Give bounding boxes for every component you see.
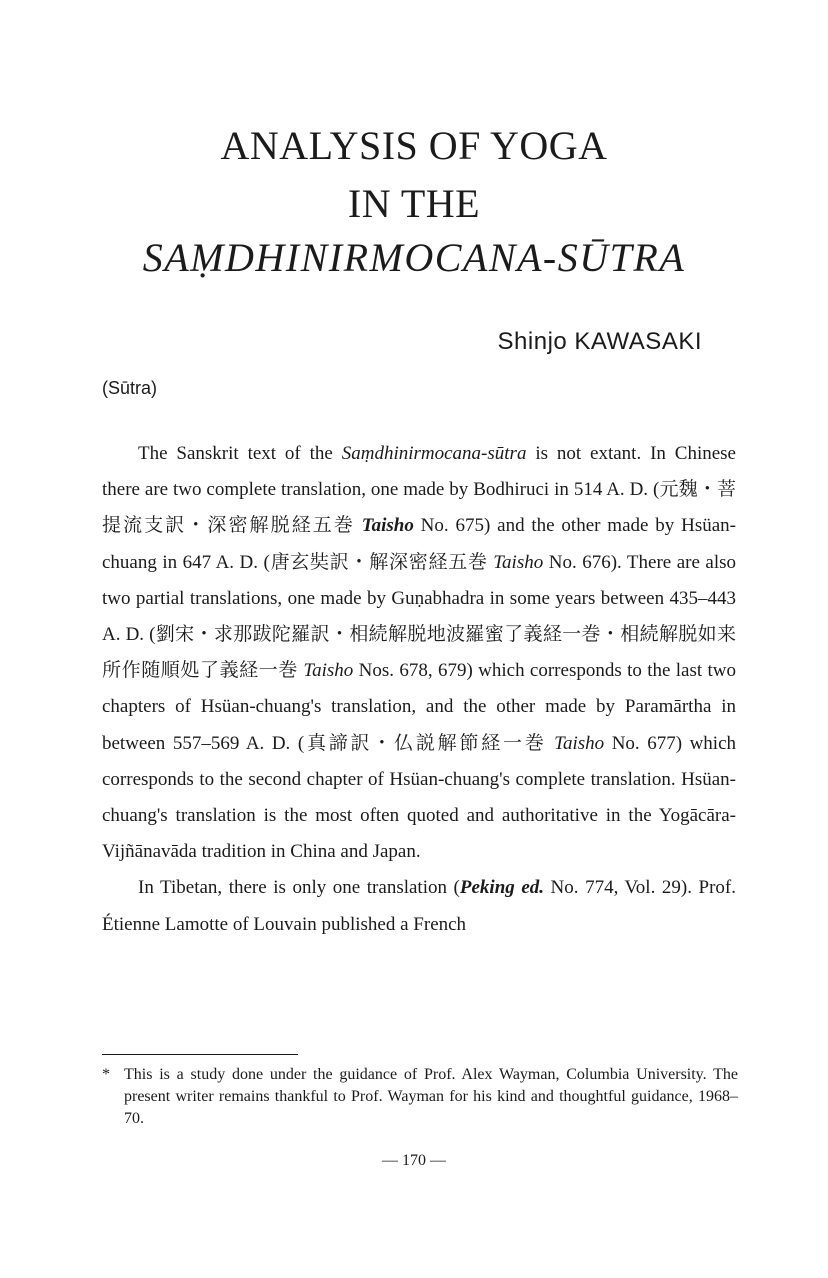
footnote (102, 1064, 738, 1130)
p1-taisho-2: Taisho (493, 551, 544, 573)
p1-taisho-4: Taisho (554, 732, 605, 754)
paragraph-1 (102, 436, 736, 870)
p1-sutra-title: Saṃdhinirmocana-sūtra (341, 443, 527, 464)
footnote-text: This is a study done under the guidance of Prof. Alex Wayman, Columbia University. The present writer remains thankful to Prof. Wayman for his kind and thoughtful guidance, 1968–70. (124, 1066, 738, 1127)
footnote-divider (102, 1054, 298, 1055)
footnote-mark: * (102, 1066, 110, 1083)
p1-text-1: The Sanskrit text of the (138, 443, 342, 464)
title-line-3: SAṂDHINIRMOCANA-SŪTRA (142, 235, 686, 280)
title-line-1: ANALYSIS OF YOGA (220, 123, 608, 168)
p2-peking-ed: Peking ed. (459, 877, 544, 899)
p1-taisho-3: Taisho (303, 660, 354, 682)
p2-text-2: No. 774, Vol. 29). Prof. Étienne Lamotte of Louvain published a French (102, 877, 736, 935)
p1-text-6: No. 677) which corresponds to the second chapter of Hsüan-chuang's complete translation. Hsüan-chuang's translation is the most often quoted and authoritative in the Yogācāra-Vijñānavāda tradition in China and Japan. (102, 732, 736, 863)
author-name: Shinjo KAWASAKI (497, 328, 702, 355)
body-text (102, 436, 736, 943)
page-number: — 170 — (382, 1152, 446, 1169)
p2-text-1: In Tibetan, there is only one translation ( (138, 877, 460, 899)
paragraph-2 (102, 870, 736, 942)
title-line-2: IN THE (347, 181, 481, 226)
p1-text-2: is not extant. In Chinese there are two complete translation, one made by Bodhiruci in 514 A. D. (元魏・菩提流支訳・深密解脱経五巻 (102, 443, 736, 537)
p1-taisho-1: Taisho (361, 515, 414, 537)
p1-text-3: No. 675) and the other made by Hsüan-chuang in 647 A. D. (唐玄奘訳・解深密経五巻 (102, 515, 736, 573)
section-label: (Sūtra) (102, 378, 158, 398)
p1-text-5: Nos. 678, 679) which corresponds to the last two chapters of Hsüan-chuang's translation, and the other made by Paramārtha in between 557–569 A. D. (真諦訳・仏説解節経一巻 (102, 660, 736, 754)
p1-text-4: No. 676). There are also two partial translations, one made by Guṇabhadra in some years between 435–443 A. D. (劉宋・求那跋陀羅訳・相続解脱地波羅蜜了義経一巻・相続解脱如来所作随順処了義経一巻 (102, 551, 736, 682)
